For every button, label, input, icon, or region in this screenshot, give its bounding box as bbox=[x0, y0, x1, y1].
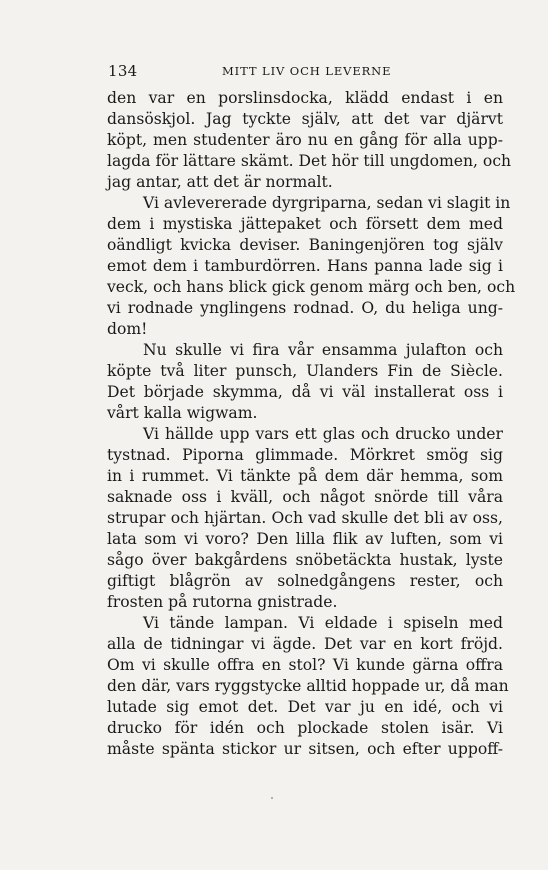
text-line: lagda för lättare skämt. Det hör till ungdomen, och bbox=[107, 152, 512, 170]
paper-speck bbox=[271, 797, 273, 799]
text-line: drucko för idén och plockade stolen isär. Vi bbox=[107, 719, 503, 737]
text-line: den var en porslinsdocka, klädd endast i en bbox=[107, 89, 503, 107]
text-line: dem i mystiska jättepaket och försett dem med bbox=[107, 215, 503, 233]
text-line: dom! bbox=[107, 320, 148, 338]
text-line: alla de tidningar vi ägde. Det var en kort fröjd. bbox=[107, 635, 503, 653]
body-text bbox=[107, 88, 516, 760]
text-line: köpt, men studenter äro nu en gång för alla upp- bbox=[107, 131, 503, 149]
text-line: jag antar, att det är normalt. bbox=[107, 173, 333, 191]
page-number: 134 bbox=[108, 62, 138, 80]
text-line: dansöskjol. Jag tyckte själv, att det var djärvt bbox=[107, 110, 503, 128]
text-line: lata som vi voro? Den lilla flik av luften, som vi bbox=[107, 530, 503, 548]
text-line: giftigt blågrön av solnedgångens rester, och bbox=[107, 572, 503, 590]
text-line: den där, vars ryggstycke alltid hoppade ur, då man bbox=[107, 677, 509, 695]
text-line: lutade sig emot det. Det var ju en idé, och vi bbox=[107, 698, 503, 716]
text-line: tystnad. Piporna glimmade. Mörkret smög sig bbox=[107, 446, 503, 464]
text-line: vårt kalla wigwam. bbox=[107, 404, 258, 422]
text-line: måste spänta stickor ur sitsen, och efter uppoff- bbox=[107, 740, 503, 758]
text-line: sågo över bakgårdens snöbetäckta hustak, lyste bbox=[107, 551, 503, 569]
text-line: Vi hällde upp vars ett glas och drucko under bbox=[143, 425, 503, 443]
text-line: in i rummet. Vi tänkte på dem där hemma, som bbox=[107, 467, 503, 485]
text-line: saknade oss i kväll, och något snörde till våra bbox=[107, 488, 503, 506]
text-line: strupar och hjärtan. Och vad skulle det bli av oss, bbox=[107, 509, 503, 527]
text-line: oändligt kvicka deviser. Baningenjören tog själv bbox=[107, 236, 503, 254]
text-line: Nu skulle vi fira vår ensamma julafton och bbox=[143, 341, 503, 359]
text-line: emot dem i tamburdörren. Hans panna lade sig i bbox=[107, 257, 503, 275]
text-line: Det började skymma, då vi väl installerat oss i bbox=[107, 383, 503, 401]
running-title: MITT LIV OCH LEVERNE bbox=[222, 64, 392, 78]
text-line: vi rodnade ynglingens rodnad. O, du heliga ung- bbox=[107, 299, 503, 317]
text-line: veck, och hans blick gick genom märg och ben, och bbox=[107, 278, 516, 296]
text-line: frosten på rutorna gnistrade. bbox=[107, 593, 338, 611]
text-line: köpte två liter punsch, Ulanders Fin de Siècle. bbox=[107, 362, 503, 380]
text-line: Vi avlevererade dyrgriparna, sedan vi slagit in bbox=[143, 194, 511, 212]
text-line: Om vi skulle offra en stol? Vi kunde gärna offra bbox=[107, 656, 503, 674]
text-line: Vi tände lampan. Vi eldade i spiseln med bbox=[143, 614, 503, 632]
